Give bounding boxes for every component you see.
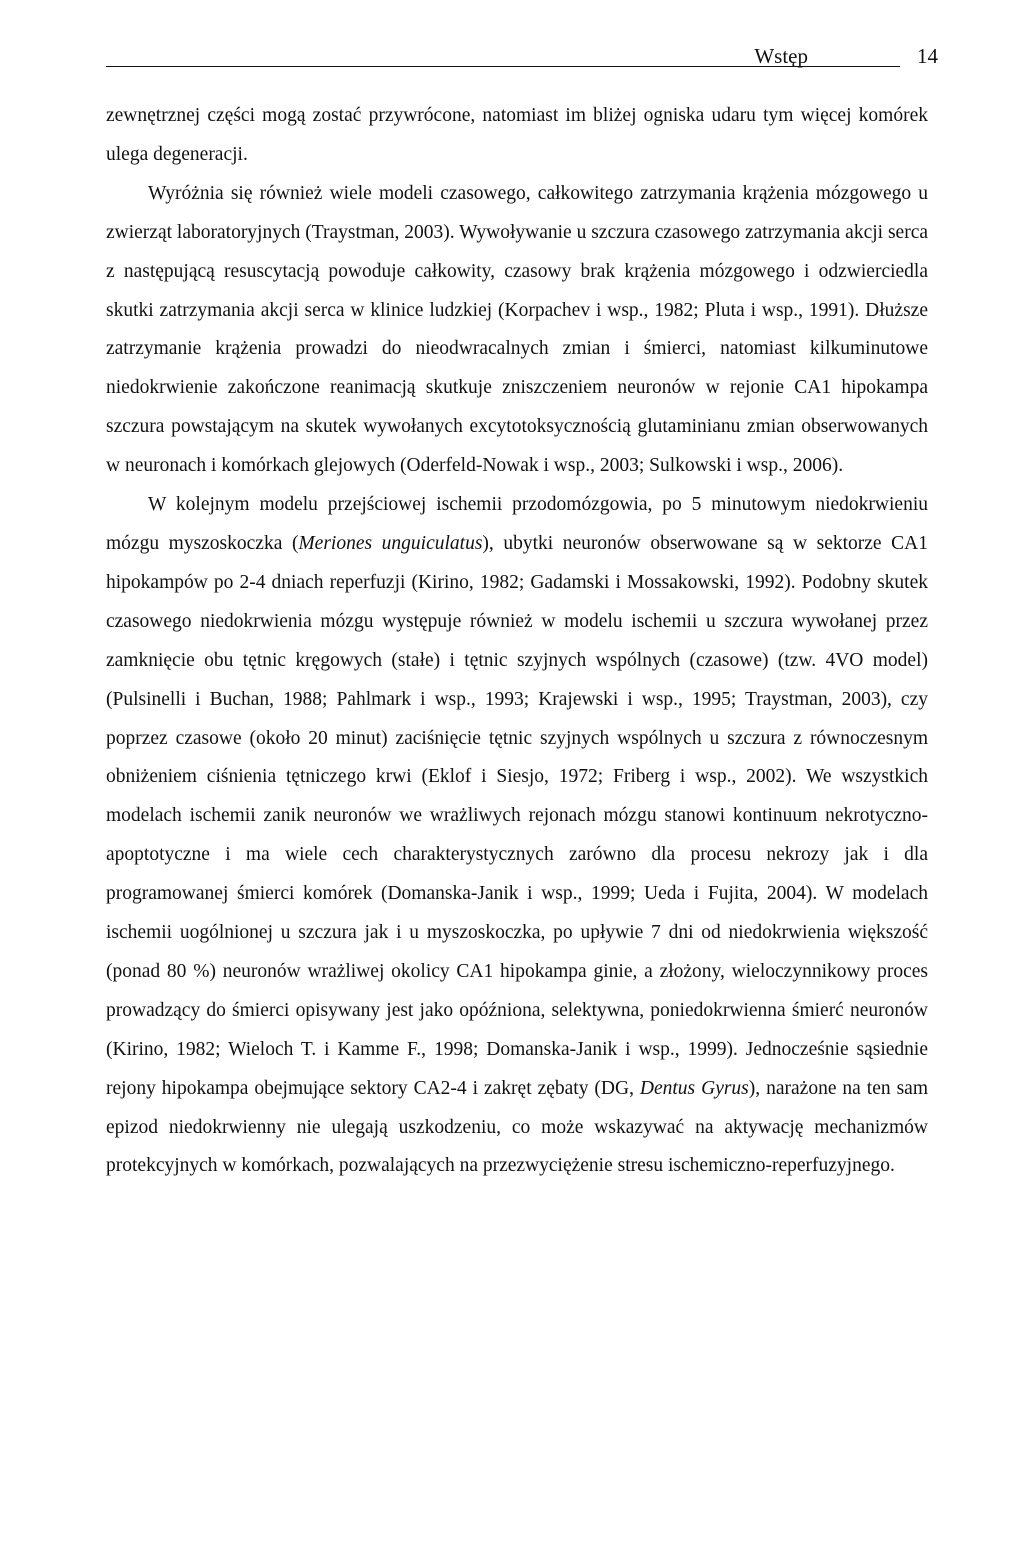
paragraph-text: Wyróżnia się również wiele modeli czasowego, całkowitego zatrzymania krążenia mózgowego u zwierząt laboratoryjnych (Traystman, 2003). Wywoływanie u szczura czasowego zatrzymania akcji serca z następującą resuscytacją powoduje całkowity, czasowy brak krążenia mózgowego i odzwierciedla skutki zatrzymania akcji serca w klinice ludzkiej (Korpachev i wsp., 1982; Pluta i wsp., 1991). Dłuższe zatrzymanie krążenia prowadzi do nieodwracalnych zmian i śmierci, natomiast kilkuminutowe niedokrwienie zakończone reanimacją skutkuje zniszczeniem neuronów w rejonie CA1 hipokampa szczura powstającym na skutek wywołanych excytotoksycznością glutaminianu zmian obserwowanych w neuronach i komórkach glejowych (Oderfeld-Nowak i wsp., 2003; Sulkowski i wsp., 2006). bbox=[106, 182, 928, 477]
page-number: 14 bbox=[917, 44, 938, 68]
anatomy-term-italic: Dentus Gyrus bbox=[639, 1077, 749, 1099]
paragraph-1 bbox=[106, 97, 928, 175]
paragraph-text: ), ubytki neuronów obserwowane są w sektorze CA1 hipokampów po 2-4 dniach reperfuzji (Kirino, 1982; Gadamski i Mossakowski, 1992). Podobny skutek czasowego niedokrwienia mózgu występuje również w modelu ischemii u szczura wywołanej przez zamknięcie obu tętnic kręgowych (stałe) i tętnic szyjnych wspólnych (czasowe) (tzw. 4VO model) (Pulsinelli i Buchan, 1988; Pahlmark i wsp., 1993; Krajewski i wsp., 1995; Traystman, 2003), czy poprzez czasowe (około 20 minut) zaciśnięcie tętnic szyjnych wspólnych u szczura z równoczesnym obniżeniem ciśnienia tętniczego krwi (Eklof i Siesjo, 1972; Friberg i wsp., 2002). We wszystkich modelach ischemii zanik neuronów we wrażliwych rejonach mózgu stanowi kontinuum nekrotyczno-apoptotyczne i ma wiele cech charakterystycznych zarówno dla procesu nekrozy jak i dla programowanej śmierci komórek (Domanska-Janik i wsp., 1999; Ueda i Fujita, 2004). W modelach ischemii uogólnionej u szczura jak i u myszoskoczka, po upływie 7 dni od niedokrwienia większość (ponad 80 %) neuronów wrażliwej okolicy CA1 hipokampa ginie, a złożony, wieloczynnikowy proces prowadzący do śmierci opisywany jest jako opóźniona, selektywna, poniedokrwienna śmierć neuronów (Kirino, 1982; Wieloch T. i Kamme F., 1998; Domanska-Janik i wsp., 1999). Jednocześnie sąsiednie rejony hipokampa obejmujące sektory CA2-4 i zakręt zębaty (DG, bbox=[106, 532, 928, 1099]
body-text bbox=[106, 97, 928, 1186]
header-section-title: Wstęp bbox=[754, 44, 808, 68]
species-name-italic: Meriones unguiculatus bbox=[298, 532, 483, 554]
paragraph-text: ), narażone na ten sam epizod niedokrwienny nie ulegają uszkodzeniu, co może wskazywać na aktywację mechanizmów protekcyjnych w komórkach, pozwalających na przezwyciężenie stresu ischemiczno-reperfuzyjnego. bbox=[106, 1077, 928, 1177]
paragraph-3 bbox=[106, 486, 928, 1186]
running-header bbox=[106, 40, 938, 70]
paragraph-2 bbox=[106, 175, 928, 486]
paragraph-text: zewnętrznej części mogą zostać przywrócone, natomiast im bliżej ogniska udaru tym więcej komórek ulega degeneracji. bbox=[106, 105, 928, 165]
paragraph-text: W kolejnym modelu przejściowej ischemii przodomózgowia, po 5 minutowym niedokrwieniu mózgu myszoskoczka ( bbox=[106, 494, 928, 554]
